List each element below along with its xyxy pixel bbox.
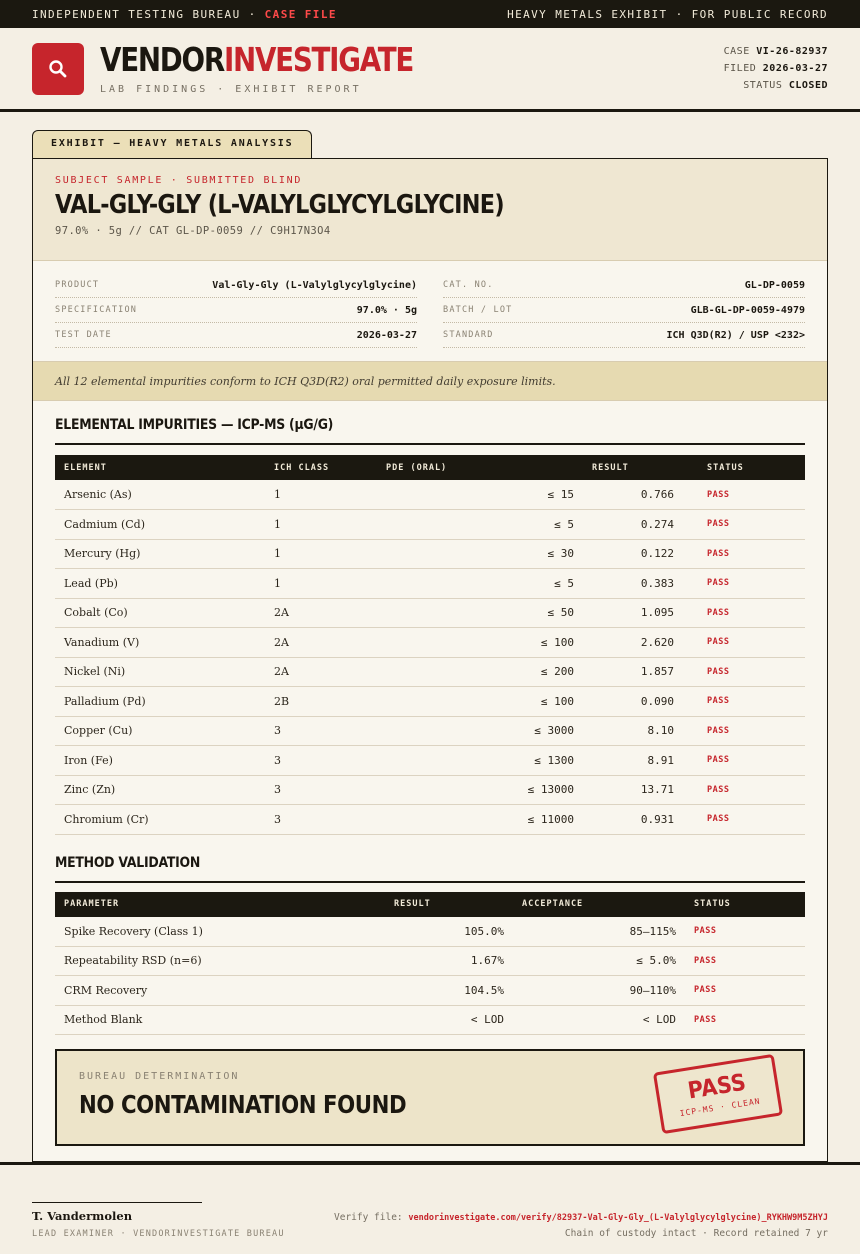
table-cell: Zinc (Zn) (55, 775, 265, 805)
status-label: STATUS (743, 80, 783, 91)
table-row (55, 480, 805, 510)
table-cell: Copper (Cu) (55, 716, 265, 746)
table-cell: ≤ 13000 (377, 775, 583, 805)
table-cell: 0.090 (583, 687, 683, 717)
verify-link[interactable]: vendorinvestigate.com/verify/82937-Val-Gly-Gly_(L-Valylglycylglycine)_RYKHW9M5ZHYJ (408, 1213, 828, 1223)
table-row (55, 917, 805, 947)
table-cell: PASS (683, 480, 805, 510)
info-row-batch (443, 298, 805, 323)
table-cell: Cobalt (Co) (55, 598, 265, 628)
table-cell: 13.71 (583, 775, 683, 805)
case-number-line (724, 43, 828, 60)
table-cell: 85–115% (513, 917, 685, 947)
table-cell: PASS (683, 716, 805, 746)
top-bar-left (32, 8, 337, 21)
table-cell: PASS (683, 746, 805, 776)
case-file-label: CASE FILE (264, 7, 337, 21)
exhibit-panel (32, 158, 828, 1162)
brand-wordmark (100, 39, 414, 79)
info-row-test-date (55, 323, 417, 348)
table-cell: PASS (683, 539, 805, 569)
table-cell: 3 (265, 716, 377, 746)
conformance-banner: All 12 elemental impurities conform to ICH Q3D(R2) oral permitted daily exposure limits. (33, 361, 827, 401)
info-value: Val-Gly-Gly (L-Valylglycylglycine) (212, 279, 417, 291)
exhibit-tab[interactable]: EXHIBIT — HEAVY METALS ANALYSIS (32, 130, 312, 158)
filed-label: FILED (723, 63, 757, 74)
table-cell: PASS (683, 628, 805, 658)
stamp-main: PASS (686, 1069, 748, 1105)
verify-line (334, 1210, 828, 1226)
table-cell: 8.91 (583, 746, 683, 776)
table-row (55, 687, 805, 717)
table-cell: 2.620 (583, 628, 683, 658)
table-cell: Cadmium (Cd) (55, 510, 265, 540)
table-cell: 1 (265, 510, 377, 540)
table-cell: 1.095 (583, 598, 683, 628)
page-header (0, 28, 860, 112)
column-header: PARAMETER (64, 899, 120, 909)
table-row (55, 805, 805, 835)
table-cell: 90–110% (513, 976, 685, 1006)
table-cell: Method Blank (55, 1005, 385, 1035)
table-row (55, 775, 805, 805)
info-value: ICH Q3D(R2) / USP <232> (666, 329, 805, 341)
brand-tagline: LAB FINDINGS · EXHIBIT REPORT (100, 83, 362, 95)
verify-block (334, 1210, 828, 1241)
table-row (55, 746, 805, 776)
table-cell: PASS (683, 805, 805, 835)
table-cell: Spike Recovery (Class 1) (55, 917, 385, 947)
table-cell: 3 (265, 805, 377, 835)
table-cell: Palladium (Pd) (55, 687, 265, 717)
table-cell: PASS (685, 976, 805, 1006)
info-label: CAT. NO. (443, 280, 494, 290)
table-cell: Repeatability RSD (n=6) (55, 946, 385, 976)
table-row (55, 510, 805, 540)
table-row (55, 539, 805, 569)
info-row-specification (55, 298, 417, 323)
filed-date: 2026-03-27 (762, 63, 828, 74)
info-value: 2026-03-27 (356, 329, 417, 341)
determination-label: BUREAU DETERMINATION (79, 1071, 240, 1082)
table-cell: PASS (683, 687, 805, 717)
case-meta (724, 43, 828, 94)
table-cell: 1.67% (385, 946, 513, 976)
subject-subline: 97.0% · 5g // CAT GL-DP-0059 // C9H17N3O4 (55, 225, 331, 237)
info-left-column (55, 273, 417, 361)
table-cell: ≤ 1300 (377, 746, 583, 776)
table-cell: Chromium (Cr) (55, 805, 265, 835)
examiner-signature (32, 1202, 285, 1239)
examiner-role: LEAD EXAMINER · VENDORINVESTIGATE BUREAU (32, 1229, 285, 1239)
table-row (55, 946, 805, 976)
determination-verdict: NO CONTAMINATION FOUND (79, 1090, 407, 1119)
case-status: CLOSED (788, 80, 828, 91)
top-bar-prefix: INDEPENDENT TESTING BUREAU · (32, 7, 265, 21)
brand (32, 39, 473, 95)
table-row (55, 657, 805, 687)
table-row (55, 976, 805, 1006)
table-cell: ≤ 100 (377, 687, 583, 717)
table-cell: 105.0% (385, 917, 513, 947)
table-row (55, 628, 805, 658)
impurities-table-body (55, 480, 805, 834)
table-cell: ≤ 11000 (377, 805, 583, 835)
column-header: ICH CLASS (274, 462, 330, 473)
table-cell: < LOD (385, 1005, 513, 1035)
table-cell: ≤ 15 (377, 480, 583, 510)
table-cell: ≤ 5.0% (513, 946, 685, 976)
table-cell: 0.766 (583, 480, 683, 510)
info-row-product (55, 273, 417, 298)
column-header: RESULT (394, 899, 431, 909)
table-cell: Lead (Pb) (55, 569, 265, 599)
table-cell: PASS (683, 598, 805, 628)
validation-table-body (55, 917, 805, 1035)
info-value: GLB-GL-DP-0059-4979 (690, 304, 805, 316)
table-cell: PASS (683, 775, 805, 805)
validation-table (55, 892, 805, 1036)
footer-rule (0, 1162, 860, 1165)
bureau-determination (55, 1049, 805, 1146)
subject-title: VAL-GLY-GLY (L-VALYLGLYCYLGLYCINE) (55, 190, 504, 220)
impurities-title: ELEMENTAL IMPURITIES — ICP-MS (μG/G) (55, 417, 334, 433)
info-row-standard (443, 323, 805, 348)
table-cell: Iron (Fe) (55, 746, 265, 776)
section-rule (55, 443, 805, 445)
column-header: STATUS (707, 462, 744, 473)
validation-title: METHOD VALIDATION (55, 854, 201, 871)
table-cell: PASS (683, 569, 805, 599)
info-label: TEST DATE (55, 330, 112, 340)
table-cell: ≤ 100 (377, 628, 583, 658)
section-rule (55, 881, 805, 883)
brand-logo[interactable] (32, 43, 84, 95)
table-cell: Mercury (Hg) (55, 539, 265, 569)
subject-header (33, 159, 827, 261)
table-cell: 2A (265, 657, 377, 687)
table-row (55, 598, 805, 628)
custody-note: Chain of custody intact · Record retained 7 yr (564, 1227, 828, 1239)
info-label: SPECIFICATION (55, 305, 138, 315)
table-cell: 104.5% (385, 976, 513, 1006)
case-label: CASE (723, 46, 750, 57)
column-header: ACCEPTANCE (522, 899, 584, 909)
table-cell: < LOD (513, 1005, 685, 1035)
table-cell: Nickel (Ni) (55, 657, 265, 687)
stamp-sub: ICP-MS · CLEAN (679, 1096, 762, 1119)
magnifier-icon (47, 58, 69, 80)
column-header: STATUS (694, 899, 731, 909)
table-cell: 1 (265, 569, 377, 599)
table-cell: ≤ 5 (377, 569, 583, 599)
info-right-column (443, 273, 805, 361)
verify-label: Verify file: (334, 1212, 409, 1223)
table-cell: Vanadium (V) (55, 628, 265, 658)
impurities-section (33, 401, 827, 835)
table-cell: PASS (685, 946, 805, 976)
table-cell: 0.274 (583, 510, 683, 540)
table-cell: 8.10 (583, 716, 683, 746)
info-value: GL-DP-0059 (744, 279, 805, 291)
status-line (724, 77, 828, 94)
table-row (55, 1005, 805, 1035)
table-cell: ≤ 5 (377, 510, 583, 540)
pass-stamp (653, 1054, 783, 1134)
column-header: RESULT (592, 462, 629, 473)
info-label: STANDARD (443, 330, 494, 340)
table-cell: PASS (685, 917, 805, 947)
subject-kicker: SUBJECT SAMPLE · SUBMITTED BLIND (55, 175, 303, 186)
table-cell: ≤ 3000 (377, 716, 583, 746)
top-bar-right: HEAVY METALS EXHIBIT · FOR PUBLIC RECORD (507, 7, 828, 21)
brand-text (100, 39, 473, 95)
table-header-row (55, 455, 805, 480)
info-label: BATCH / LOT (443, 305, 513, 315)
case-number: VI-26-82937 (756, 46, 828, 57)
table-row (55, 716, 805, 746)
table-cell: PASS (683, 657, 805, 687)
info-row-cat-no (443, 273, 805, 298)
table-cell: Arsenic (As) (55, 480, 265, 510)
table-cell: PASS (685, 1005, 805, 1035)
table-cell: 2A (265, 628, 377, 658)
validation-section (33, 835, 827, 1036)
brand-name-red: INVESTIGATE (223, 39, 414, 79)
table-cell: 2B (265, 687, 377, 717)
info-value: 97.0% · 5g (356, 304, 417, 316)
filed-line (724, 60, 828, 77)
table-cell: ≤ 200 (377, 657, 583, 687)
table-cell: 0.931 (583, 805, 683, 835)
table-cell: ≤ 30 (377, 539, 583, 569)
info-label: PRODUCT (55, 280, 100, 290)
brand-name-dark: VENDOR (100, 39, 224, 79)
table-cell: CRM Recovery (55, 976, 385, 1006)
table-cell: PASS (683, 510, 805, 540)
table-row (55, 569, 805, 599)
examiner-name: T. Vandermolen (32, 1209, 133, 1223)
column-header: PDE (ORAL) (386, 462, 448, 473)
impurities-table (55, 455, 805, 835)
table-cell: 0.122 (583, 539, 683, 569)
table-cell: 1 (265, 539, 377, 569)
table-cell: 1.857 (583, 657, 683, 687)
column-header: ELEMENT (64, 462, 107, 473)
table-cell: 0.383 (583, 569, 683, 599)
table-cell: ≤ 50 (377, 598, 583, 628)
table-cell: 2A (265, 598, 377, 628)
table-cell: 3 (265, 746, 377, 776)
top-bar (0, 0, 860, 28)
sample-info (33, 261, 827, 361)
table-cell: 3 (265, 775, 377, 805)
table-cell: 1 (265, 480, 377, 510)
table-header-row (55, 892, 805, 917)
